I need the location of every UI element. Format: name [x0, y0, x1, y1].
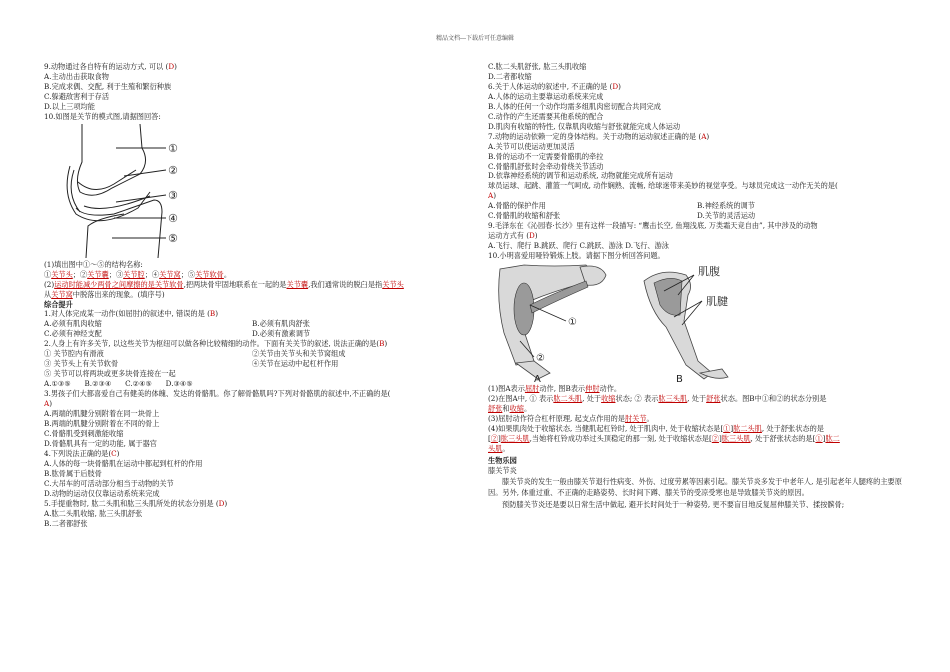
joint-diagram — [54, 122, 204, 260]
choices: A.①③⑤ B.②③④ C.②④⑤ D.③④⑤ — [44, 379, 193, 389]
option: D.动物的运动仅仅靠运动系统来完成 — [44, 488, 160, 498]
label-4: ④ — [168, 211, 178, 225]
label-1: ① — [168, 141, 178, 155]
option: B.肱骨属于后肢骨 — [44, 468, 102, 478]
q10-sub2-cont: 从关节窝中脱落出来的现象。(填序号) — [44, 289, 165, 299]
question-10: 10.如图是关节的模式图,请据图回答: — [44, 111, 161, 121]
option: C.大吊车的可活动部分相当于动物的关节 — [44, 478, 174, 488]
option: D.依靠神经系统的调节和运动系统, 动物就能完成所有运动 — [488, 171, 673, 181]
option: B.骨的运动不一定需要骨骼肌的牵拉 — [488, 151, 604, 161]
q10-s3: (3)屈肘动作符合杠杆原理, 起支点作用的是肘关节。 — [488, 413, 654, 423]
option: C.躲避敌害利于存活 — [44, 91, 110, 101]
q10-s2-cont: 舒张和收缩。 — [488, 403, 532, 413]
q10-s1: (1)图A表示屈肘动作, 图B表示伸肘动作。 — [488, 384, 622, 394]
question-9: 9.动物通过各自特有的运动方式, 可以 (D) — [44, 62, 177, 71]
option: A.人体的运动主要靠运动系统来完成 — [488, 91, 604, 101]
option: C.骨骼肌受到刺激能收缩 — [44, 428, 124, 438]
option-row: ③ 关节头上有关节软骨 ④关节在运动中起杠杆作用 — [44, 359, 339, 369]
article-paragraph-2: 预防膝关节炎还是要以日常生活中做起, 避开长时间处于一种姿势, 更不要盲目地反复屈伸膝关节、揉按髌骨; — [502, 499, 845, 509]
question-c9: 9.毛泽东在《沁园春·长沙》里有这样一段描写: “鹰击长空, 鱼翔浅底, 万类霜天竞自由”, 其中涉及的动物 — [488, 221, 818, 231]
fig-a-label-2: ② — [536, 353, 545, 365]
option: B.二者都舒张 — [44, 518, 88, 528]
option-row: C.必须有神经支配 D.必须有激素调节 — [44, 329, 311, 339]
arm-muscle-figure — [494, 261, 794, 384]
left-column — [44, 62, 460, 528]
option: C.骨骼肌舒张时会牵动骨绕关节活动 — [488, 161, 604, 171]
question-c3: 3.男孩子们大都喜爱自己有健美的体魄、发达的骨骼肌。你了解骨骼肌吗?下列对骨骼肌的叙述中,不正确的是( — [44, 389, 391, 399]
option-row: A.骨骼的保护作用 B.神经系统的调节 — [488, 201, 755, 211]
fig-b-caption: B — [676, 374, 683, 385]
q10-sub1-answers: ①关节头；②关节囊；③关节腔；④关节窝；⑤关节软骨。 — [44, 269, 232, 279]
right-column — [488, 62, 906, 510]
option-row: A.必须有肌肉收缩 B.必须有肌肉舒张 — [44, 319, 310, 329]
option: A.两端的肌腱分别附着在同一块骨上 — [44, 409, 160, 419]
option: A.肱二头肌收缩, 肱三头肌舒张 — [44, 508, 143, 518]
fig-a-label-1: ① — [568, 317, 577, 329]
option-row: ① 关节腔内有滑液 ②关节由关节头和关节窝组成 — [44, 349, 346, 359]
q10-s4-end: 头肌。 — [488, 443, 510, 453]
option: B.人体的任何一个动作均需多组肌肉密切配合共同完成 — [488, 101, 661, 111]
option-row: C.骨骼肌的收缩和舒张 D.关节的灵活运动 — [488, 211, 756, 221]
question-c6: 6.关于人体运动的叙述中, 不正确的是 (D) — [488, 81, 621, 91]
option: D.肌肉有收缩的特性, 仅靠肌肉收缩与舒张就能完成人体运动 — [488, 121, 681, 131]
answer-line: A) — [44, 399, 53, 409]
question-c10: 10.小明喜爱用哑铃锻炼上肢。请据下图分析回答问题。 — [488, 251, 665, 261]
article-title: 膝关节炎 — [488, 465, 517, 475]
question-c2: 2.人身上有许多关节, 以这些关节为枢纽可以做各种比较精细的动作。下面有关关节的叙述, 说法正确的是(B) — [44, 339, 388, 349]
question-c5: 5.手提重物时, 肱二头肌和肱三头肌所处的状态分别是 (D) — [44, 498, 228, 508]
option: C.肱二头肌舒张, 肱三头肌收缩 — [488, 62, 587, 71]
q10-sub2: (2)运动时能减少两骨之间摩擦的是关节软骨,把两块骨牢固地联系在一起的是关节囊,我们通常说的脱臼是指关节头 — [44, 279, 404, 289]
article-paragraph-1: 膝关节炎的发生一般由膝关节退行性病变、外伤、过度劳累等因素引起。膝关节炎多发于中老年人, 是引起老年人腿疼的主要原因。另外, 体重过重、不正确的走路姿势、长时间下蹲、膝关节的受凉受寒也是导致膝关节炎的原因。 — [488, 476, 902, 498]
muscle-belly-label: 肌腹 — [698, 265, 720, 279]
section-title: 生物乐园 — [488, 455, 517, 465]
question-c1: 1.对人体完成某一动作(如屈肘)的叙述中, 错误的是 (B) — [44, 309, 218, 319]
fig-a-caption: A — [534, 374, 541, 385]
question-c4: 4.下列说法正确的是(C) — [44, 448, 120, 458]
choices: A.飞行、爬行 B.跳跃、爬行 C.跳跃、游泳 D.飞行、游泳 — [488, 241, 669, 251]
question-c8: 球员运球、起跳、灌篮一气呵成, 动作娴熟、流畅, 给球迷带来美妙的视觉享受。与球员完成这一动作无关的是( — [488, 181, 838, 191]
page-header: 精品文档---下载后可任意编辑 — [435, 35, 515, 42]
section-title: 综合提升 — [44, 299, 73, 309]
option: B.两端的肌腱分别附着在不同的骨上 — [44, 418, 160, 428]
tendon-label: 肌腱 — [706, 295, 728, 309]
option: ⑤ 关节可以将两块或更多块骨连接在一起 — [44, 369, 176, 379]
option: D.骨骼肌具有一定的功能, 属于器官 — [44, 438, 157, 448]
question-c7: 7.动物的运动依赖一定的身体结构。关于动物的运动叙述正确的是 (A) — [488, 131, 710, 141]
option: B.完成求偶、交配, 利于生殖和繁衍种族 — [44, 81, 172, 91]
q10-s4: (4)如果肌肉处于收缩状态, 当健肌起杠铃时, 处于肌肉中, 处于收缩状态是[①]肱二头肌, 处于舒张状态的是 — [488, 423, 824, 433]
option: C.动作的产生还需要其他系统的配合 — [488, 111, 604, 121]
option: A.关节可以使运动更加灵活 — [488, 141, 575, 151]
q10-s4-cont: [②]肱三头肌,当她将杠铃成功举过头顶稳定的那一刻, 处于收缩状态是[②]肱三头肌, 处于舒张状态的是[①]肱二 — [488, 433, 840, 443]
q10-s2: (2)在图A中, ① 表示肱二头肌, 处于收缩状态; ② 表示肱三头肌, 处于舒张状态。图B中①和②的状态分别是 — [488, 394, 827, 404]
answer-line: A) — [488, 191, 497, 201]
label-5: ⑤ — [168, 231, 178, 245]
option: A.人体的每一块骨骼肌在运动中都起到杠杆的作用 — [44, 458, 203, 468]
q10-sub1: (1)填出图中①～⑤的结构名称: — [44, 259, 143, 269]
question-c9-cont: 运动方式有 (D) — [488, 231, 538, 241]
label-2: ② — [168, 163, 178, 177]
label-3: ③ — [168, 188, 178, 202]
option: D.以上三项均能 — [44, 101, 95, 111]
option: D.二者都收缩 — [488, 71, 532, 81]
option: A.主动出击获取食物 — [44, 71, 109, 81]
